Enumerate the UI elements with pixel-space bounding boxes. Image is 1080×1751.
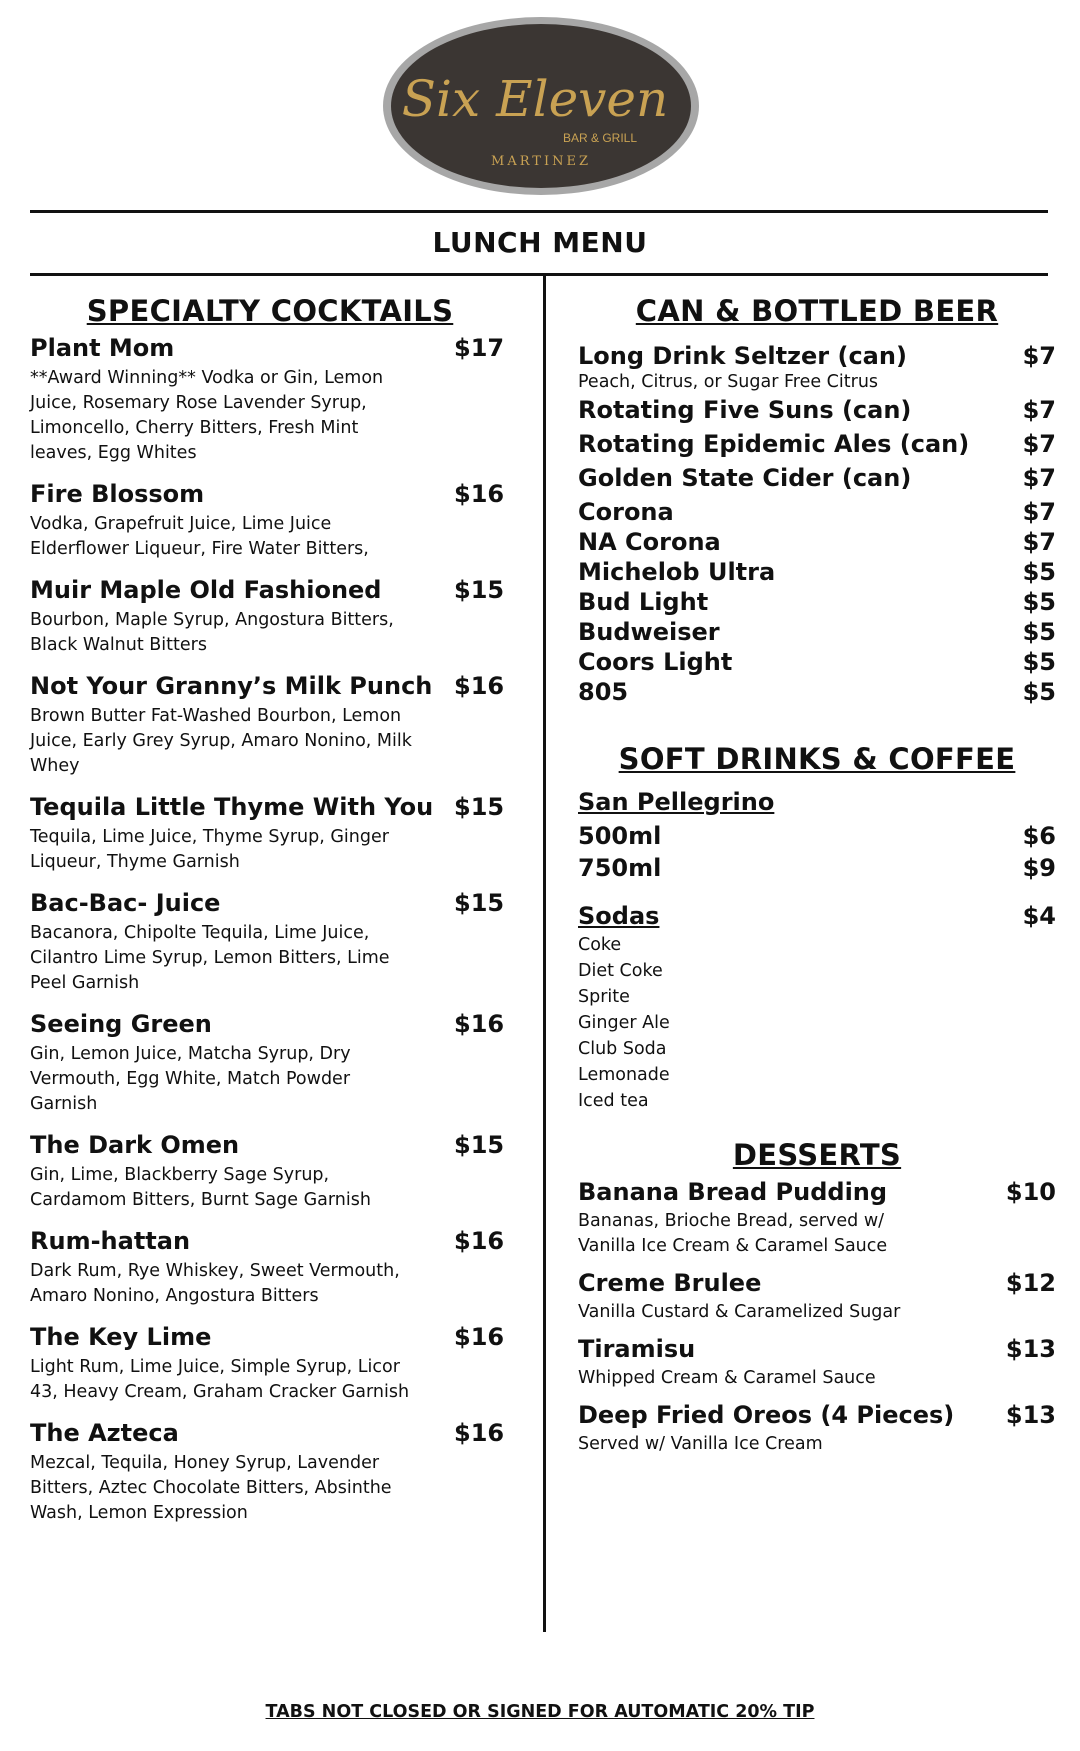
item-desc: Bacanora, Chipolte Tequila, Lime Juice, Cilantro Lime Syrup, Lemon Bitters, Lime Peel Garnish <box>30 923 390 993</box>
soda-list <box>578 932 1056 1114</box>
item-desc: Bananas, Brioche Bread, served w/ Vanilla Ice Cream & Caramel Sauce <box>578 1211 888 1256</box>
beer-item <box>578 648 1056 676</box>
page-title: LUNCH MENU <box>432 226 648 259</box>
beer-price: $7 <box>1022 430 1056 458</box>
beer-heading: CAN & BOTTLED BEER <box>635 294 999 328</box>
beer-price: $7 <box>1022 342 1056 370</box>
item-desc: Brown Butter Fat-Washed Bourbon, Lemon Juice, Early Grey Syrup, Amaro Nonino, Milk Whey <box>30 706 412 776</box>
item-desc: Bourbon, Maple Syrup, Angostura Bitters, Black Walnut Bitters <box>30 610 394 655</box>
beer-item <box>578 528 1056 556</box>
beer-item <box>578 678 1056 706</box>
size-price: $9 <box>1022 854 1056 882</box>
cocktail-item <box>30 480 510 562</box>
soft-drinks-heading: SOFT DRINKS & COFFEE <box>618 742 1016 776</box>
dessert-item <box>578 1335 1056 1391</box>
sodas-price: $4 <box>1022 902 1056 930</box>
beer-name: NA Corona <box>578 528 721 556</box>
beer-item <box>578 396 1056 424</box>
soda-item: Ginger Ale <box>578 1013 670 1033</box>
item-price: $15 <box>454 576 505 604</box>
item-name: Fire Blossom <box>30 480 205 508</box>
item-price: $13 <box>1005 1335 1056 1363</box>
logo-badge <box>380 14 702 198</box>
cocktails-heading: SPECIALTY COCKTAILS <box>86 294 454 328</box>
cocktail-item <box>30 1323 510 1405</box>
item-name: The Dark Omen <box>30 1131 240 1159</box>
soda-item: Coke <box>578 935 622 955</box>
item-desc: Vodka, Grapefruit Juice, Lime Juice Elderflower Liqueur, Fire Water Bitters, <box>30 514 369 559</box>
item-name: The Azteca <box>30 1419 179 1447</box>
beer-name: Long Drink Seltzer (can) <box>578 342 907 370</box>
item-desc: Served w/ Vanilla Ice Cream <box>578 1434 823 1454</box>
item-desc: Tequila, Lime Juice, Thyme Syrup, Ginger Liqueur, Thyme Garnish <box>30 827 389 872</box>
item-name: Tequila Little Thyme With You <box>30 793 434 821</box>
beer-item <box>578 618 1056 646</box>
sodas-block <box>578 902 1056 1114</box>
dessert-item <box>578 1269 1056 1325</box>
item-desc: Whipped Cream & Caramel Sauce <box>578 1368 876 1388</box>
beer-name: Golden State Cider (can) <box>578 464 912 492</box>
pellegrino-title: San Pellegrino <box>578 788 775 816</box>
item-price: $12 <box>1005 1269 1056 1297</box>
beer-name: Budweiser <box>578 618 720 646</box>
desserts-heading: DESSERTS <box>732 1138 902 1172</box>
item-price: $16 <box>454 1010 505 1038</box>
beer-name: Rotating Five Suns (can) <box>578 396 912 424</box>
item-desc: Dark Rum, Rye Whiskey, Sweet Vermouth, Amaro Nonino, Angostura Bitters <box>30 1261 400 1306</box>
cocktails-column <box>30 294 510 1540</box>
pellegrino-size <box>578 822 1056 850</box>
item-price: $16 <box>454 1323 505 1351</box>
item-desc: Gin, Lemon Juice, Matcha Syrup, Dry Vermouth, Egg White, Match Powder Garnish <box>30 1044 351 1114</box>
logo-script: Six Eleven <box>401 70 669 128</box>
cocktail-item <box>30 793 510 875</box>
right-column <box>578 294 1056 1467</box>
item-name: Muir Maple Old Fashioned <box>30 576 382 604</box>
dessert-item <box>578 1401 1056 1457</box>
soda-item: Lemonade <box>578 1065 670 1085</box>
cocktail-item <box>30 889 510 996</box>
item-name: Plant Mom <box>30 334 175 362</box>
beer-price: $5 <box>1022 618 1056 646</box>
beer-name: Coors Light <box>578 648 733 676</box>
cocktail-item <box>30 1131 510 1213</box>
top-rule <box>30 210 1048 213</box>
column-divider <box>543 276 546 1632</box>
item-desc: Vanilla Custard & Caramelized Sugar <box>578 1302 901 1322</box>
beer-item <box>578 464 1056 492</box>
soda-item: Diet Coke <box>578 961 663 981</box>
beer-price: $5 <box>1022 648 1056 676</box>
logo-sub: BAR & GRILL <box>562 131 638 145</box>
soda-item: Iced tea <box>578 1091 649 1111</box>
item-desc: Gin, Lime, Blackberry Sage Syrup, Cardamom Bitters, Burnt Sage Garnish <box>30 1165 371 1210</box>
beer-list <box>578 342 1056 706</box>
item-name: Creme Brulee <box>578 1269 762 1297</box>
beer-price: $5 <box>1022 678 1056 706</box>
item-desc: **Award Winning** Vodka or Gin, Lemon Juice, Rosemary Rose Lavender Syrup, Limoncello, Cherry Bitters, Fresh Mint leaves, Egg Whites <box>30 368 384 463</box>
item-price: $16 <box>454 1419 505 1447</box>
item-name: Tiramisu <box>578 1335 696 1363</box>
item-name: Not Your Granny’s Milk Punch <box>30 672 433 700</box>
beer-name: Bud Light <box>578 588 709 616</box>
item-desc: Mezcal, Tequila, Honey Syrup, Lavender Bitters, Aztec Chocolate Bitters, Absinthe Wash, Lemon Expression <box>30 1453 392 1523</box>
beer-item <box>578 342 1056 370</box>
item-price: $17 <box>454 334 505 362</box>
logo-city: MARTINEZ <box>491 154 591 169</box>
item-name: The Key Lime <box>30 1323 212 1351</box>
item-price: $10 <box>1005 1178 1056 1206</box>
item-price: $15 <box>454 889 505 917</box>
beer-price: $7 <box>1022 464 1056 492</box>
beer-name: Rotating Epidemic Ales (can) <box>578 430 970 458</box>
footer-note: TABS NOT CLOSED OR SIGNED FOR AUTOMATIC 20% TIP <box>265 1702 815 1722</box>
pellegrino-block <box>578 788 1056 882</box>
item-price: $16 <box>454 480 505 508</box>
cocktail-item <box>30 1419 510 1526</box>
item-name: Deep Fried Oreos (4 Pieces) <box>578 1401 955 1429</box>
pellegrino-size <box>578 854 1056 882</box>
beer-price: $5 <box>1022 558 1056 586</box>
cocktail-item <box>30 672 510 779</box>
cocktail-item <box>30 334 510 466</box>
item-price: $15 <box>454 793 505 821</box>
item-price: $16 <box>454 672 505 700</box>
sodas-title: Sodas <box>578 902 660 930</box>
beer-item <box>578 558 1056 586</box>
beer-name: Michelob Ultra <box>578 558 776 586</box>
cocktail-item <box>30 1010 510 1117</box>
item-price: $13 <box>1005 1401 1056 1429</box>
title-rule <box>30 273 1048 276</box>
beer-item <box>578 430 1056 458</box>
beer-name: 805 <box>578 678 629 706</box>
cocktail-item <box>30 576 510 658</box>
beer-price: $5 <box>1022 588 1056 616</box>
item-price: $15 <box>454 1131 505 1159</box>
beer-desc: Peach, Citrus, or Sugar Free Citrus <box>578 372 879 392</box>
item-desc: Light Rum, Lime Juice, Simple Syrup, Licor 43, Heavy Cream, Graham Cracker Garnish <box>30 1357 410 1402</box>
beer-price: $7 <box>1022 498 1056 526</box>
beer-item <box>578 498 1056 526</box>
item-name: Rum-hattan <box>30 1227 191 1255</box>
soda-item: Club Soda <box>578 1039 667 1059</box>
logo <box>380 14 702 198</box>
dessert-item <box>578 1178 1056 1259</box>
cocktail-item <box>30 1227 510 1309</box>
size-name: 500ml <box>578 822 662 850</box>
beer-price: $7 <box>1022 528 1056 556</box>
item-name: Seeing Green <box>30 1010 212 1038</box>
beer-name: Corona <box>578 498 674 526</box>
size-name: 750ml <box>578 854 662 882</box>
soda-item: Sprite <box>578 987 630 1007</box>
beer-item <box>578 588 1056 616</box>
item-name: Banana Bread Pudding <box>578 1178 888 1206</box>
item-name: Bac-Bac- Juice <box>30 889 221 917</box>
item-price: $16 <box>454 1227 505 1255</box>
beer-price: $7 <box>1022 396 1056 424</box>
size-price: $6 <box>1022 822 1056 850</box>
